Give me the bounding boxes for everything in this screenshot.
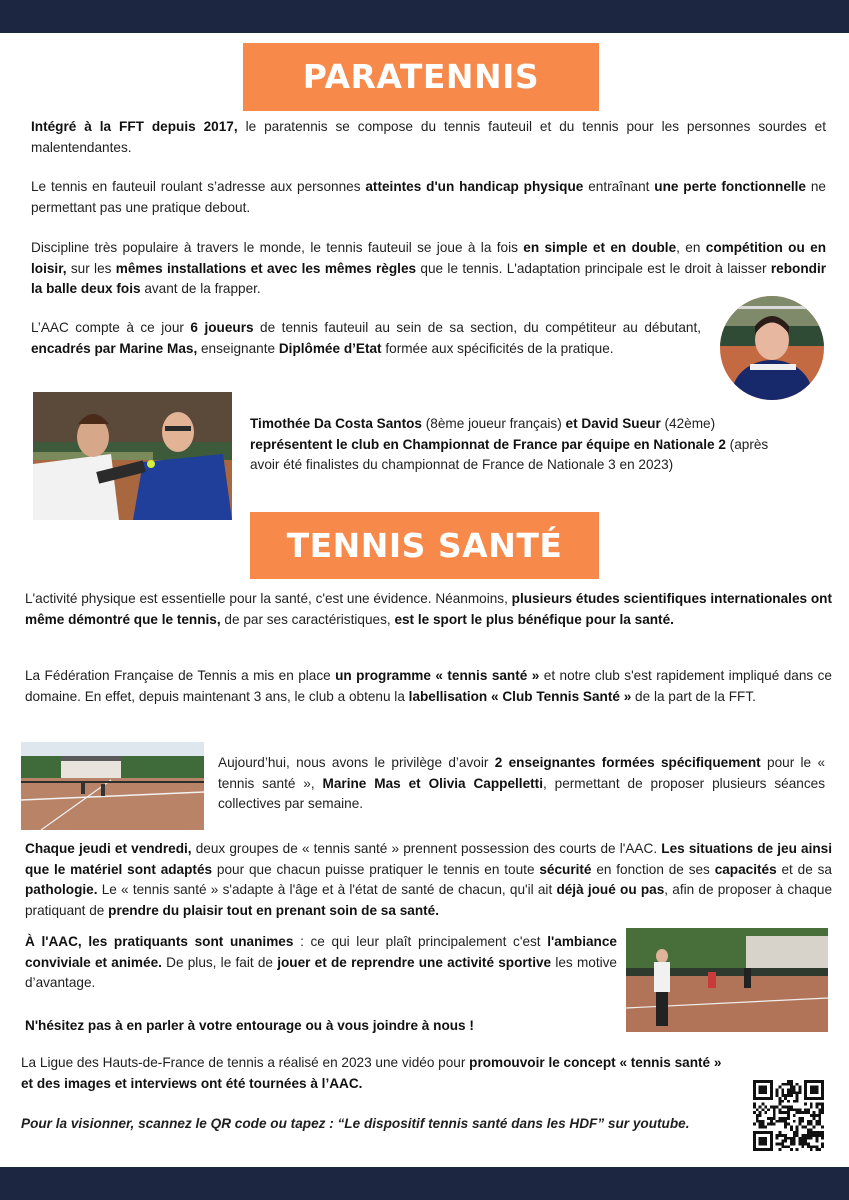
top-band xyxy=(0,0,849,33)
paratennis-intro-paragraph: Intégré à la FFT depuis 2017, le paratennis se compose du tennis fauteuil et du tennis pour les personnes sourdes et malentendantes. xyxy=(31,119,826,155)
health-activity-paragraph: L'activité physique est essentielle pour la santé, c'est une évidence. Néanmoins, plusieurs études scientifiques internationales ont même démontré que le tennis, de par ses caractéristiques, est le sport le plus bénéfique pour la santé. xyxy=(25,591,832,627)
join-us-paragraph: N'hésitez pas à en parler à votre entourage ou à vous joindre à nous ! xyxy=(25,1018,474,1033)
sessions-paragraph: Chaque jeudi et vendredi, deux groupes de « tennis santé » prennent possession des courts de l'AAC. Les situations de jeu ainsi que le matériel sont adaptés pour que chacun puisse pratiquer le tennis en toute sécurité en fonction de ses capacités et de sa pathologie. Le « tennis santé » s'adapte à l'âge et à l'état de santé de chacun, qu'il ait déjà joué ou pas, afin de proposer à chaque pratiquant de prendre du plaisir tout en prenant soin de sa santé. xyxy=(25,841,833,918)
club-players-paragraph: L’AAC compte à ce jour 6 joueurs de tennis fauteuil au sein de sa section, du compétiteur au débutant, encadrés par Marine Mas, enseignante Diplômée d’Etat formée aux spécificités de la pratique. xyxy=(31,320,702,356)
participants-paragraph: À l'AAC, les pratiquants sont unanimes : ce qui leur plaît principalement c'est l'ambiance conviviale et animée. De plus, le fait de jouer et de reprendre une activité sportive les motive d’avantage. xyxy=(25,934,617,991)
fft-program-paragraph: La Fédération Française de Tennis a mis en place un programme « tennis santé » et notre club s'est rapidement impliqué dans ce domaine. En effet, depuis maintenant 3 ans, le club a obtenu la labellisation « Club Tennis Santé » de la part de la FFT. xyxy=(25,668,832,704)
paratennis-banner: PARATENNIS xyxy=(243,43,599,111)
coach-portrait-photo xyxy=(720,296,824,400)
qr-code[interactable] xyxy=(753,1080,824,1151)
video-paragraph: La Ligue des Hauts-de-France de tennis a réalisé en 2023 une vidéo pour promouvoir le concept « tennis santé » et des images et interviews ont été tournées à l’AAC. xyxy=(21,1055,722,1091)
senior-players-photo xyxy=(626,928,828,1032)
team-championship-paragraph: Timothée Da Costa Santos (8ème joueur français) et David Sueur (42ème) représentent le club en Championnat de France par équipe en Nationale 2 (après avoir été finalistes du championnat de France de Nationale 3 en 2023) xyxy=(250,416,769,473)
wheelchair-tennis-paragraph: Le tennis en fauteuil roulant s’adresse aux personnes atteintes d'un handicap physique entraînant une perte fonctionnelle ne permettant pas une pratique debout. xyxy=(31,179,826,215)
qr-instructions-paragraph: Pour la visionner, scannez le QR code ou tapez : “Le dispositif tennis santé dans les HDF” sur youtube. xyxy=(21,1116,690,1131)
club-courts-photo xyxy=(21,742,204,830)
tennis-sante-banner: TENNIS SANTÉ xyxy=(250,512,599,579)
discipline-paragraph: Discipline très populaire à travers le monde, le tennis fauteuil se joue à la fois en simple et en double, en compétition ou en loisir, sur les mêmes installations et avec les mêmes règles que le tennis. L'adaptation principale est le droit à laisser rebondir la balle deux fois avant de la frapper. xyxy=(31,240,827,297)
wheelchair-coaching-photo xyxy=(33,392,232,520)
instructors-paragraph: Aujourd’hui, nous avons le privilège d’avoir 2 enseignantes formées spécifiquement pour le « tennis santé », Marine Mas et Olivia Cappelletti, permettant de proposer plusieurs séances collectives par semaine. xyxy=(218,755,826,812)
bottom-band xyxy=(0,1167,849,1200)
